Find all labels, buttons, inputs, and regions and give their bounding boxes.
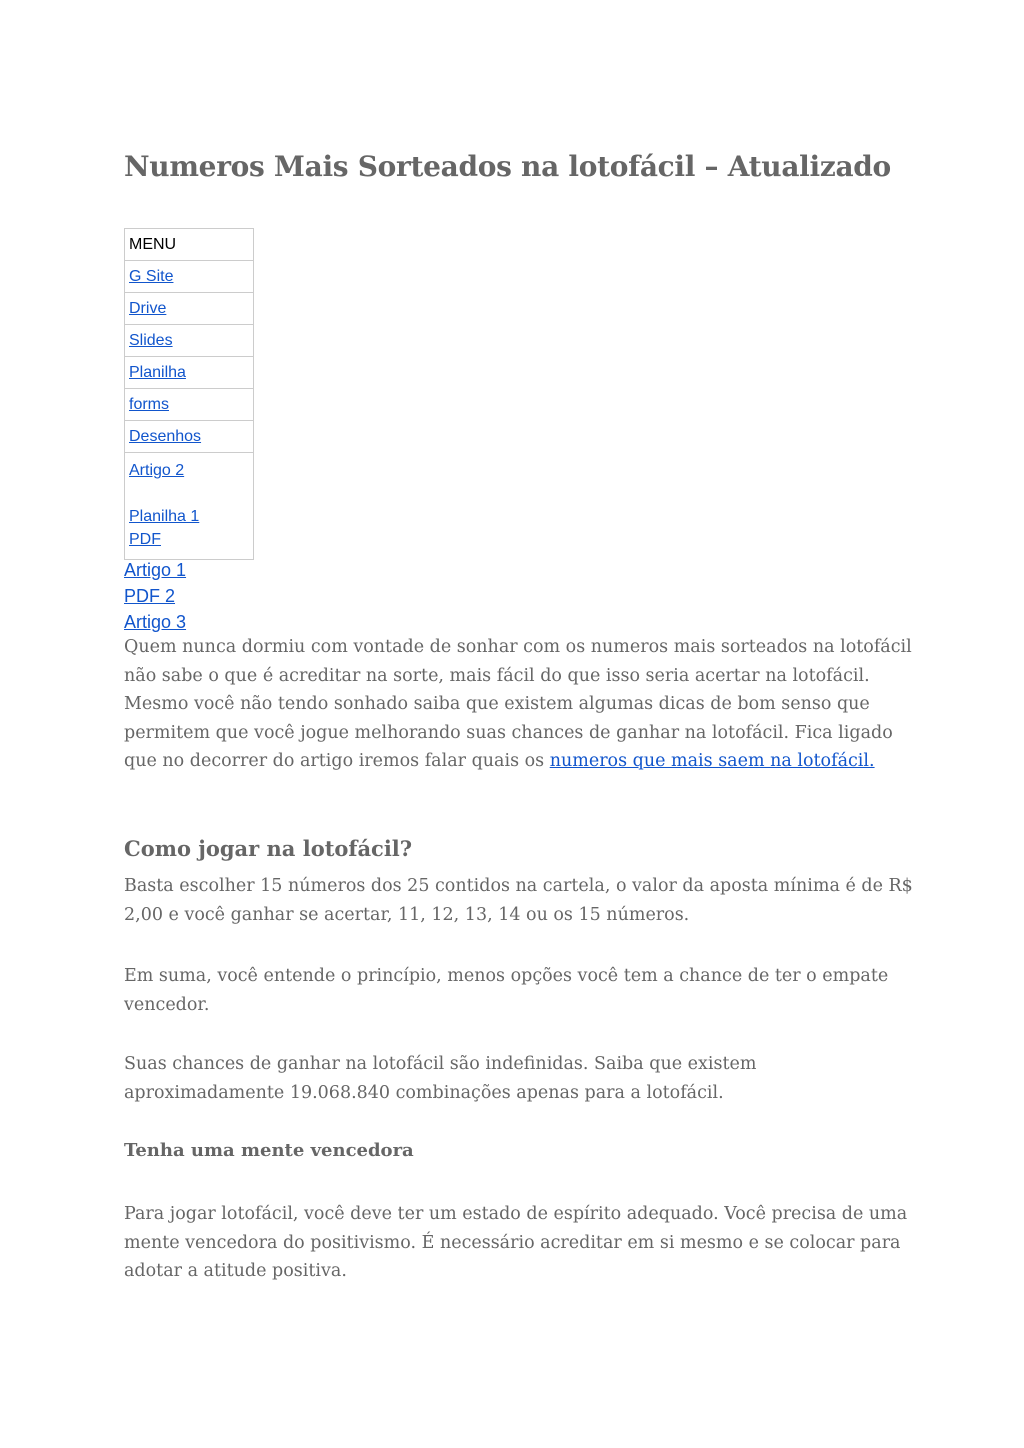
paragraph-basta-escolher: Basta escolher 15 números dos 25 contidos na cartela, o valor da aposta mínima é de R$ 2,00 e você ganhar se acertar, 11, 12, 13, 14 ou os 15 números. bbox=[124, 876, 913, 925]
extra-links bbox=[124, 557, 186, 635]
paragraph-para-jogar: Para jogar lotofácil, você deve ter um estado de espírito adequado. Você precisa de uma mente vencedora do positivismo. É necessário acreditar em si mesmo e se colocar para adotar a atitude positiva. bbox=[124, 1204, 908, 1281]
menu-link-forms[interactable]: forms bbox=[129, 395, 169, 413]
heading-como-jogar: Como jogar na lotofácil? bbox=[124, 836, 413, 861]
link-artigo-1[interactable]: Artigo 1 bbox=[124, 560, 187, 580]
menu-link-desenhos[interactable]: Desenhos bbox=[129, 427, 202, 445]
link-artigo-3[interactable]: Artigo 3 bbox=[124, 612, 187, 632]
menu-header: MENU bbox=[125, 229, 254, 261]
intro-paragraph bbox=[124, 633, 914, 776]
menu-link-slides[interactable]: Slides bbox=[129, 331, 173, 349]
link-pdf-2[interactable]: PDF 2 bbox=[124, 586, 176, 606]
heading-mente-vencedora: Tenha uma mente vencedora bbox=[124, 1140, 414, 1161]
menu-link-pdf[interactable]: PDF bbox=[129, 531, 161, 548]
page-title: Numeros Mais Sorteados na lotofácil – Atualizado bbox=[124, 150, 891, 183]
menu-link-g-site[interactable]: G Site bbox=[129, 267, 174, 285]
menu-multi-cell bbox=[125, 453, 254, 560]
paragraph-em-suma: Em suma, você entende o princípio, menos opções você tem a chance de ter o empate vencedor. bbox=[124, 966, 889, 1015]
menu-link-drive[interactable]: Drive bbox=[129, 299, 167, 317]
intro-text: Quem nunca dormiu com vontade de sonhar com os numeros mais sorteados na lotofácil não sabe o que é acreditar na sorte, mais fácil do que isso seria acertar na lotofácil. Mesmo você não tendo sonhado saiba que existem algumas dicas de bom senso que permitem que você jogue melhorando suas chances de ganhar na lotofácil. Fica ligado que no decorrer do artigo iremos falar quais os bbox=[124, 637, 912, 771]
paragraph-chances: Suas chances de ganhar na lotofácil são indefinidas. Saiba que existem aproximadamente 19.068.840 combinações apenas para a lotofácil. bbox=[124, 1054, 757, 1103]
menu-link-planilha-1[interactable]: Planilha 1 bbox=[129, 508, 200, 525]
link-numeros-que-mais-saem[interactable]: numeros que mais saem na lotofácil. bbox=[549, 751, 875, 771]
menu-link-artigo-2[interactable]: Artigo 2 bbox=[129, 462, 185, 479]
menu-link-planilha[interactable]: Planilha bbox=[129, 363, 186, 381]
menu-table bbox=[124, 228, 254, 560]
